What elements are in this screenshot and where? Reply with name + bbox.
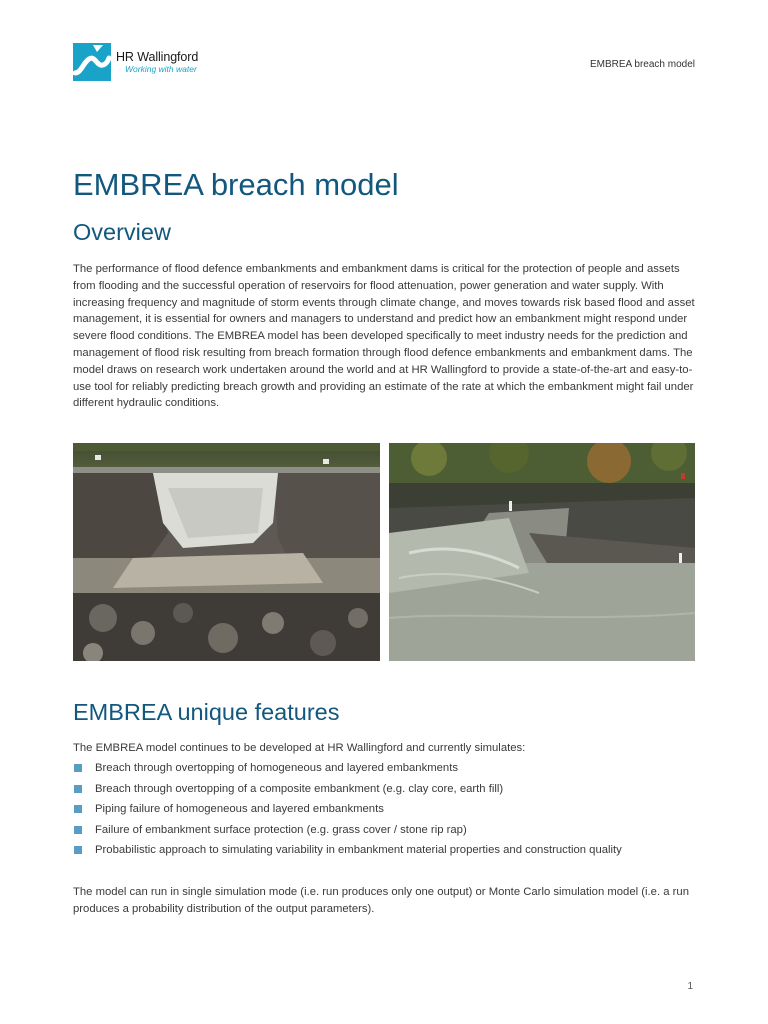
features-heading: EMBREA unique features [73, 699, 340, 725]
logo-name: HR Wallingford [116, 49, 199, 64]
embankment-overtopping-photo [73, 443, 380, 661]
list-item [73, 842, 698, 859]
list-item [73, 760, 698, 777]
list-item [73, 822, 698, 839]
overview-paragraph: The performance of flood defence embankments and embankment dams is critical for the protection of people and assets from flooding and the successful operation of reservoirs for flood attenuation, power generation and water supply. With increasing frequency and magnitude of storm events through climate change, and moves towards risk based flood and asset management, it is essential for owners and managers to understand and predict how an embankment might respond under severe flood conditions. The EMBREA model has been developed specifically to meet industry needs for the prediction and management of flood risk resulting from breach formation through flood defence embankments and embankment dams. The model draws on research work undertaken around the world and at HR Wallingford to provide a state-of-the-art and easy-to-use tool for reliably predicting breach growth and providing an estimate of the rate at which the embankment might fail under different hydraulic conditions. [73, 263, 695, 410]
list-item-text: Probabilistic approach to simulating variability in embankment material properties and construction quality [95, 844, 622, 856]
list-item-text: Failure of embankment surface protection (e.g. grass cover / stone rip rap) [95, 823, 467, 836]
logo-tagline: Working with water [125, 64, 197, 74]
running-header-title: EMBREA breach model [589, 59, 695, 70]
overview-heading: Overview [73, 219, 171, 245]
features-intro: The EMBREA model continues to be developed at HR Wallingford and currently simulates: [73, 742, 526, 754]
breach-flow-photo [389, 443, 695, 661]
square-bullet-icon [74, 764, 82, 772]
closing-paragraph: The model can run in single simulation mode (i.e. run produces only one output) or Monte Carlo simulation model (i.e. a run produces a probability distribution of the output parameters). [73, 886, 689, 915]
list-item-text: Breach through overtopping of a composite embankment (e.g. clay core, earth fill) [95, 782, 504, 795]
hr-wallingford-logo [73, 43, 198, 81]
list-item-text: Piping failure of homogeneous and layered embankments [95, 803, 384, 815]
document-title: EMBREA breach model [73, 167, 399, 202]
square-bullet-icon [74, 785, 82, 793]
square-bullet-icon [74, 846, 82, 854]
wave-logo-icon [73, 43, 111, 81]
page-number: 1 [687, 981, 693, 992]
square-bullet-icon [74, 805, 82, 813]
list-item [73, 801, 698, 818]
features-list [73, 760, 698, 863]
list-item-text: Breach through overtopping of homogeneous and layered embankments [95, 762, 458, 774]
square-bullet-icon [74, 826, 82, 834]
list-item [73, 781, 698, 798]
